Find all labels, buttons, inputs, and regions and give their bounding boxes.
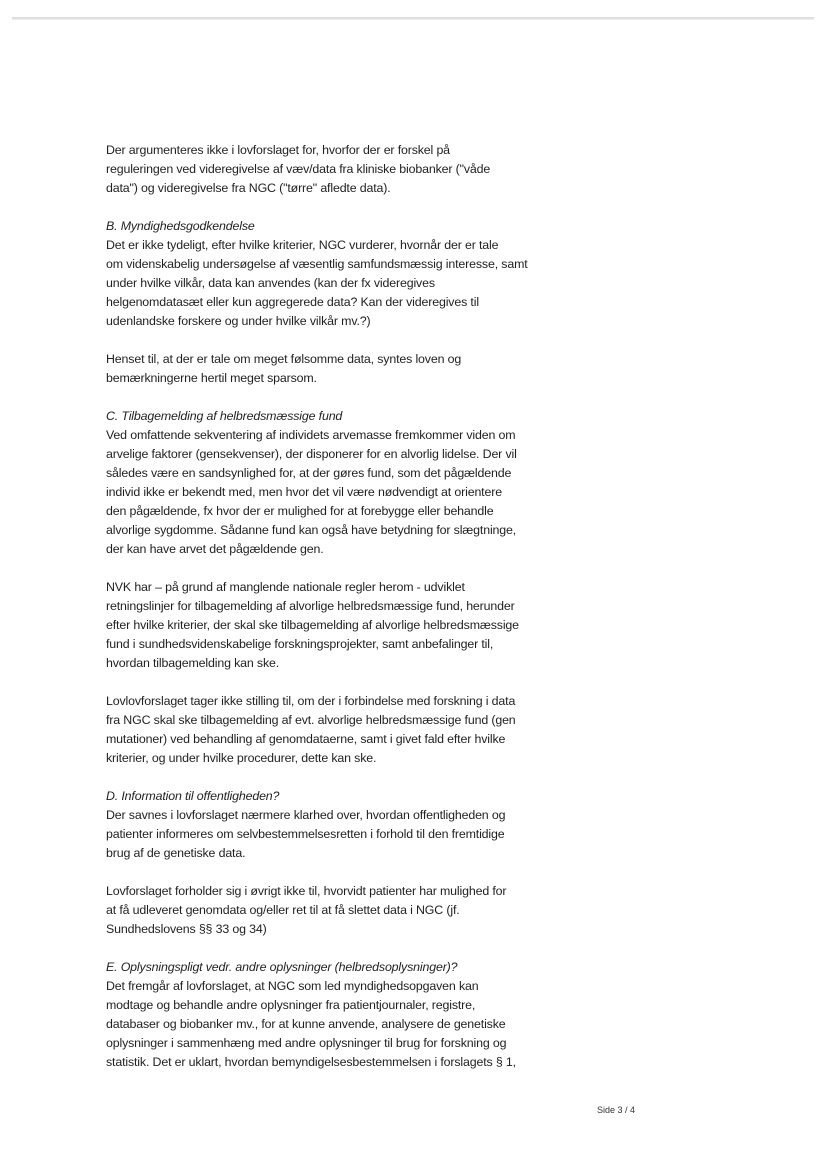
paragraph-patient-rights: Lovforslaget forholder sig i øvrigt ikke til, hvorvidt patienter har mulighed for at få udleveret genomdata og/eller ret til at få slettet data i NGC (jf. Sundhedslovens §§ 33 og 34) <box>106 884 507 936</box>
page-number: Side 3 / 4 <box>597 1105 636 1115</box>
paragraph-no-position: Lovlovforslaget tager ikke stilling til, om der i forbindelse med forskning i data fra NGC skal ske tilbagemelding af evt. alvorlige helbredsmæssige fund (gen mutationer) ved behandling af genomdataerne, samt i givet fald efter hvilke kriterier, og under hvilke procedurer, dette kan ske. <box>106 694 516 765</box>
paragraph-sensitive-data: Henset til, at der er tale om meget følsomme data, syntes loven og bemærkningerne hertil meget sparsom. <box>106 352 462 385</box>
scan-edge-line <box>12 17 814 20</box>
heading-c-tilbagemelding: C. Tilbagemelding af helbredsmæssige fund <box>106 409 343 423</box>
document-body <box>106 141 576 1072</box>
heading-b-myndighedsgodkendelse: B. Myndighedsgodkendelse <box>106 219 255 233</box>
heading-d-information: D. Information til offentligheden? <box>106 789 280 803</box>
paragraph-biobank-argument: Der argumenteres ikke i lovforslaget for, hvorfor der er forskel på reguleringen ved videregivelse af væv/data fra kliniske biobanker ("våde data") og videregivelse fra NGC ("tørre" afledte data). <box>106 143 491 195</box>
paragraph-self-determination: Der savnes i lovforslaget nærmere klarhed over, hvordan offentligheden og patienter informeres om selvbestemmelsesretten i forhold til den fremtidige brug af de genetiske data. <box>106 808 506 860</box>
paragraph-criteria: Det er ikke tydeligt, efter hvilke kriterier, NGC vurderer, hvornår der er tale om videnskabelig undersøgelse af væsentlig samfundsmæssig interesse, samt under hvilke vilkår, data kan anvendes (kan der fx videregives helgenomdatasæt eller kun aggregerede data? Kan der videregives til udenlandske forskere og under hvilke vilkår mv.?) <box>106 238 528 328</box>
heading-e-oplysningspligt: E. Oplysningspligt vedr. andre oplysninger (helbredsoplysninger)? <box>106 960 458 974</box>
paragraph-nvk-guidelines: NVK har – på grund af manglende nationale regler herom - udviklet retningslinjer for tilbagemelding af alvorlige helbredsmæssige fund, herunder efter hvilke kriterier, der skal ske tilbagemelding af alvorlige helbredsmæssige fund i sundhedsvidenskabelige forskningsprojekter, samt anbefalinger til, hvordan tilbagemelding kan ske. <box>106 580 519 670</box>
paragraph-other-information: Det fremgår af lovforslaget, at NGC som led myndighedsopgaven kan modtage og behandle andre oplysninger fra patientjournaler, registre, databaser og biobanker mv., for at kunne anvende, analysere de genetiske oplysninger i sammenhæng med andre oplysninger til brug for forskning og statistik. Det er uklart, hvordan bemyndigelsesbestemmelsen i forslagets § 1, <box>106 979 516 1069</box>
paragraph-sequencing: Ved omfattende sekventering af individets arvemasse fremkommer viden om arvelige faktorer (gensekvenser), der disponerer for en alvorlig lidelse. Der vil således være en sandsynlighed for, at der gøres fund, som det pågældende individ ikke er bekendt med, men hvor det vil være nødvendigt at orientere den pågældende, fx hvor der er mulighed for at forebygge eller behandle alvorlige sygdomme. Sådanne fund kan også have betydning for slægtninge, der kan have arvet det pågældende gen. <box>106 428 517 556</box>
